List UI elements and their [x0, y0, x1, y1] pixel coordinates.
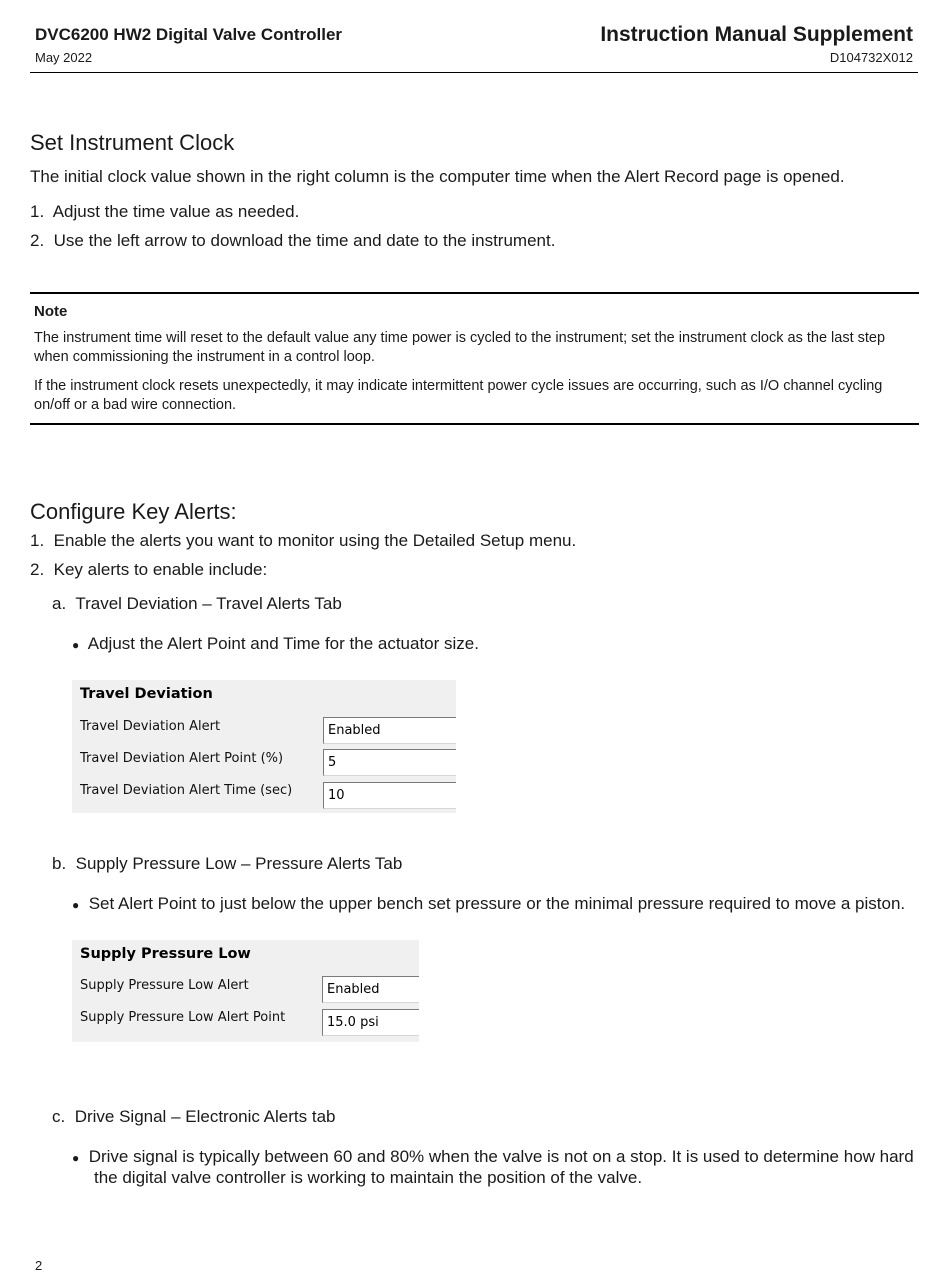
- travel-deviation-alert-point-field[interactable]: 5: [323, 749, 456, 776]
- supply-pressure-low-alert-field[interactable]: Enabled: [322, 976, 419, 1003]
- note-title: Note: [34, 303, 68, 320]
- note-paragraph-1: The instrument time will reset to the default value any time power is cycled to the instrument; set the instrument clock as the last step when commissioning the instrument in a control loop.: [34, 330, 886, 365]
- bullet-text: Set Alert Point to just below the upper bench set pressure or the minimal pressure required to move a piston.: [88, 894, 906, 913]
- bullet-text: Drive signal is typically between 60 and 80% when the valve is not on a stop. It is used to determine how hard: [88, 1147, 914, 1166]
- section-heading-alerts: Configure Key Alerts:: [30, 499, 237, 524]
- step-text: Key alerts to enable include:: [53, 560, 268, 579]
- bullet-drive-signal-continued: the digital valve controller is working to maintain the position of the valve.: [94, 1168, 643, 1187]
- supply-pressure-low-panel: [72, 940, 419, 1042]
- alert-item-travel-deviation: [52, 594, 342, 614]
- supply-pressure-low-alert-point-field[interactable]: 15.0 psi: [322, 1009, 419, 1036]
- clock-step-1: [30, 202, 299, 222]
- supply-pressure-low-alert-label: Supply Pressure Low Alert: [80, 978, 249, 993]
- step-number: 1.: [30, 202, 45, 221]
- item-tab: – Pressure Alerts Tab: [236, 854, 403, 873]
- travel-deviation-panel: [72, 680, 456, 813]
- page-number: 2: [35, 1258, 43, 1273]
- publication-date: May 2022: [35, 50, 93, 65]
- travel-deviation-alert-time-field[interactable]: 10: [323, 782, 456, 809]
- supply-pressure-low-alert-point-label: Supply Pressure Low Alert Point: [80, 1010, 286, 1025]
- bullet-dot-icon: ●: [72, 898, 80, 912]
- panel-title: Supply Pressure Low: [80, 946, 251, 962]
- bullet-dot-icon: ●: [72, 1151, 80, 1165]
- step-text: Enable the alerts you want to monitor using the Detailed Setup menu.: [53, 531, 577, 550]
- bullet-drive-signal: [72, 1147, 914, 1167]
- step-number: 2.: [30, 231, 45, 250]
- travel-deviation-alert-time-label: Travel Deviation Alert Time (sec): [80, 783, 293, 798]
- alert-item-supply-pressure-low: [52, 854, 402, 874]
- travel-deviation-alert-label: Travel Deviation Alert: [80, 719, 221, 734]
- note-paragraph-2: If the instrument clock resets unexpectedly, it may indicate intermittent power cycle issues are occurring, such as I/O channel cycling on/off or a bad wire connection.: [34, 378, 883, 413]
- travel-deviation-alert-field[interactable]: Enabled: [323, 717, 456, 744]
- bullet-text: Adjust the Alert Point and Time for the actuator size.: [87, 634, 479, 653]
- panel-title: Travel Deviation: [80, 686, 213, 702]
- alerts-step-2: [30, 560, 267, 580]
- product-title: DVC6200 HW2 Digital Valve Controller: [35, 25, 343, 44]
- clock-step-2: [30, 231, 555, 251]
- step-number: 2.: [30, 560, 45, 579]
- note-bottom-rule: [30, 423, 919, 425]
- item-letter: c.: [52, 1107, 66, 1126]
- step-text: Use the left arrow to download the time and date to the instrument.: [53, 231, 556, 250]
- document-type: Instruction Manual Supplement: [600, 23, 913, 46]
- item-tab: – Travel Alerts Tab: [197, 594, 342, 613]
- header-divider: [30, 72, 918, 73]
- alert-item-drive-signal: [52, 1107, 335, 1127]
- item-letter: b.: [52, 854, 67, 873]
- note-top-rule: [30, 292, 919, 294]
- step-number: 1.: [30, 531, 45, 550]
- travel-deviation-alert-point-label: Travel Deviation Alert Point (%): [80, 751, 284, 766]
- item-tab: – Electronic Alerts tab: [166, 1107, 336, 1126]
- alerts-step-1: [30, 531, 576, 551]
- clock-intro: The initial clock value shown in the right column is the computer time when the Alert Record page is opened.: [30, 167, 845, 186]
- item-letter: a.: [52, 594, 67, 613]
- item-name: Supply Pressure Low: [75, 854, 237, 873]
- item-name: Travel Deviation: [75, 594, 198, 613]
- item-name: Drive Signal: [74, 1107, 167, 1126]
- document-number: D104732X012: [829, 50, 913, 65]
- bullet-travel-deviation: [72, 634, 479, 654]
- section-heading-clock: Set Instrument Clock: [30, 130, 235, 155]
- bullet-supply-pressure-low: [72, 894, 905, 914]
- step-text: Adjust the time value as needed.: [52, 202, 300, 221]
- bullet-dot-icon: ●: [72, 638, 80, 652]
